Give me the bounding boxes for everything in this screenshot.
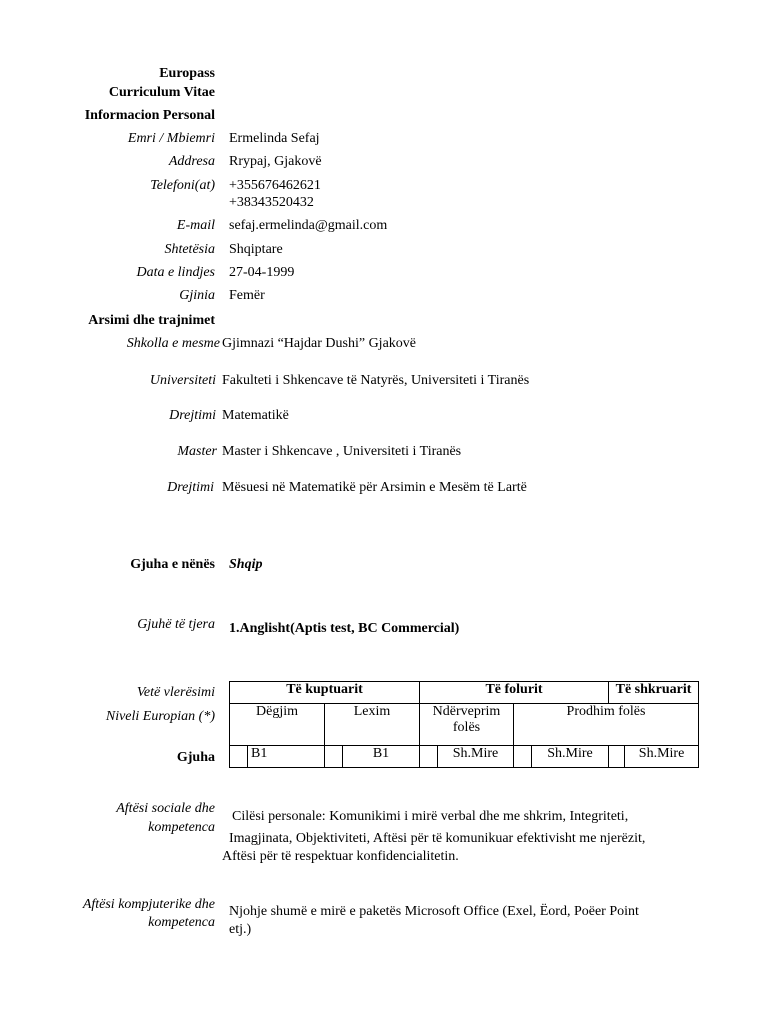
direction-value-1: Matematikë <box>222 408 289 423</box>
email-label: E-mail <box>176 218 215 233</box>
phone-value-2: +38343520432 <box>229 195 314 210</box>
university-value: Fakulteti i Shkencave të Natyrës, Universiteti i Tiranës <box>222 373 530 388</box>
phone-value-1: +355676462621 <box>229 178 321 193</box>
highschool-value: Gjimnazi “Hajdar Dushi” Gjakovë <box>222 336 416 351</box>
mother-tongue-label: Gjuha e nënës <box>130 557 215 572</box>
phone-label: Telefoni(at) <box>150 178 215 193</box>
table-levels-row <box>230 746 699 768</box>
listening-level: B1 <box>248 746 325 768</box>
direction-value-2: Mësuesi në Matematikë për Arsimin e Mesëm të Lartë <box>222 480 527 495</box>
european-level-label: Niveli Europian (*) <box>105 709 215 724</box>
social-skills-line-2: Imagjinata, Objektiviteti, Aftësi për të komunikuar efektivisht me njerëzit, <box>229 831 646 846</box>
computer-skills-label-1: Aftësi kompjuterike dhe <box>82 897 215 912</box>
address-value: Rrypaj, Gjakovë <box>229 154 322 169</box>
master-label: Master <box>177 444 217 459</box>
understanding-header: Të kuptuarit <box>230 682 420 704</box>
self-eval-label: Vetë vlerësimi <box>136 685 215 700</box>
name-value: Ermelinda Sefaj <box>229 131 320 146</box>
gender-value: Femër <box>229 288 265 303</box>
writing-level: Sh.Mire <box>625 746 699 768</box>
table-subheader-row <box>230 704 699 746</box>
university-label: Universiteti <box>149 373 216 388</box>
direction-label-2: Drejtimi <box>167 480 214 495</box>
production-level: Sh.Mire <box>532 746 609 768</box>
citizenship-label: Shtetësia <box>164 242 215 257</box>
social-skills-label-1: Aftësi sociale dhe <box>116 801 215 816</box>
section-personal-info: Informacion Personal <box>84 108 215 123</box>
citizenship-value: Shqiptare <box>229 242 283 257</box>
speaking-header: Të folurit <box>420 682 609 704</box>
other-languages-label: Gjuhë të tjera <box>137 617 215 632</box>
interaction-level: Sh.Mire <box>438 746 514 768</box>
level-spacer-cell <box>420 746 438 768</box>
listening-header: Dëgjim <box>230 704 325 746</box>
address-label: Addresa <box>168 154 215 169</box>
header-europass: Europass <box>159 66 215 81</box>
level-spacer-cell <box>514 746 532 768</box>
social-skills-line-1: Cilësi personale: Komunikimi i mirë verbal dhe me shkrim, Integriteti, <box>232 809 629 824</box>
section-education: Arsimi dhe trajnimet <box>88 313 215 328</box>
interaction-header: Ndërveprim folës <box>420 704 514 746</box>
dob-value: 27-04-1999 <box>229 265 295 280</box>
level-spacer-cell <box>609 746 625 768</box>
social-skills-line-3: Aftësi për të respektuar konfidencialitetin. <box>222 849 459 864</box>
computer-skills-line-1: Njohje shumë e mirë e paketës Microsoft Office (Exel, Ëord, Poëer Point <box>229 904 639 919</box>
computer-skills-label-2: kompetenca <box>148 915 215 930</box>
writing-header: Të shkruarit <box>609 682 699 704</box>
direction-label-1: Drejtimi <box>169 408 216 423</box>
highschool-label: Shkolla e mesme <box>126 336 220 351</box>
level-spacer-cell <box>325 746 343 768</box>
reading-level: B1 <box>343 746 420 768</box>
name-label: Emri / Mbiemri <box>127 131 215 146</box>
dob-label: Data e lindjes <box>136 265 215 280</box>
gender-label: Gjinia <box>179 288 215 303</box>
header-curriculum-vitae: Curriculum Vitae <box>108 85 215 100</box>
social-skills-label-2: kompetenca <box>148 820 215 835</box>
computer-skills-line-2: etj.) <box>229 922 252 937</box>
language-row-label: Gjuha <box>176 750 215 765</box>
other-languages-value: 1.Anglisht(Aptis test, BC Commercial) <box>229 621 460 636</box>
master-value: Master i Shkencave , Universiteti i Tiranës <box>222 444 462 459</box>
email-value: sefaj.ermelinda@gmail.com <box>229 218 388 233</box>
table-header-row <box>230 682 699 704</box>
language-skills-table <box>229 681 699 768</box>
production-header: Prodhim folës <box>514 704 699 746</box>
reading-header: Lexim <box>325 704 420 746</box>
level-spacer-cell <box>230 746 248 768</box>
mother-tongue-value: Shqip <box>229 557 263 572</box>
